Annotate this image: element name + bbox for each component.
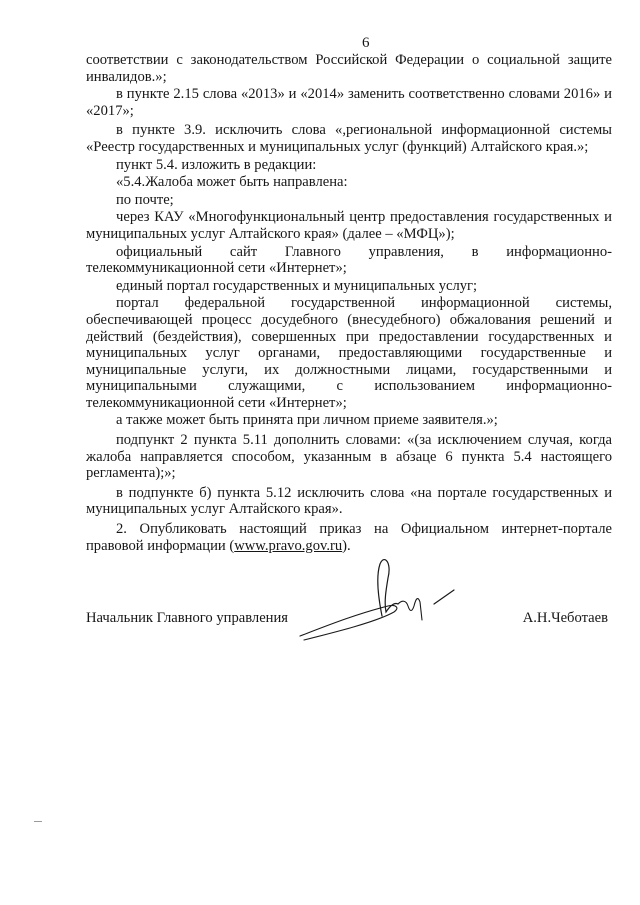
paragraph-federal-portal: портал федеральной государственной информационной системы, обеспечивающей процесс досудебного (внесудебного) обжалования решений и действий (бездействия), совершенных при предоставлении государственных и муниципальных услуг органами, предоставляющими государственные и муниципальные услуги, их должностными лицами, государственными и муниципальными служащими, с использованием информационно-телекоммуникационной сети «Интернет»; <box>86 295 612 411</box>
paragraph-via-mfc: через КАУ «Многофункциональный центр предоставления государственных и муниципальных услуг Алтайского края» (далее – «МФЦ»); <box>86 209 612 242</box>
paragraph-complaint-intro: «5.4.Жалоба может быть направлена: <box>116 174 348 191</box>
paragraph-by-mail: по почте; <box>116 191 174 208</box>
document-body <box>86 52 612 555</box>
margin-mark <box>34 821 42 822</box>
page-number: 6 <box>362 35 370 51</box>
paragraph-item-2-15: в пункте 2.15 слова «2013» и «2014» заменить соответственно словами 2016» и «2017»; <box>86 86 612 119</box>
paragraph-continuation: соответствии с законодательством Российской Федерации о социальной защите инвалидов.»; <box>86 52 612 85</box>
paragraph-item-5-11: подпункт 2 пункта 5.11 дополнить словами: «(за исключением случая, когда жалоба направляется способом, указанным в абзаце 6 пункта 5.4 настоящего регламента);»; <box>86 432 612 482</box>
signer-name: А.Н.Чеботаев <box>522 610 608 626</box>
paragraph-item-5-4: пункт 5.4. изложить в редакции: <box>116 156 317 173</box>
signature-block <box>86 604 612 644</box>
paragraph-item-3-9: в пункте 3.9. исключить слова «,региональной информационной системы «Реестр государственных и муниципальных услуг (функций) Алтайского края.»; <box>86 122 612 155</box>
paragraph-publish <box>86 521 612 554</box>
paragraph-item-5-12: в подпункте б) пункта 5.12 исключить слова «на портале государственных и муниципальных услуг Алтайского края». <box>86 484 612 518</box>
publish-text-end: ). <box>342 537 351 554</box>
paragraph-personal-reception: а также может быть принята при личном приеме заявителя.»; <box>116 412 498 429</box>
pravo-link[interactable]: www.pravo.gov.ru <box>234 537 343 554</box>
signer-title: Начальник Главного управления <box>86 610 289 626</box>
paragraph-unified-portal: единый портал государственных и муниципальных услуг; <box>116 277 478 294</box>
publish-text: 2. Опубликовать настоящий приказ на Официальном интернет-портале правовой информации ( <box>86 521 612 554</box>
paragraph-official-site: официальный сайт Главного управления, в информационно-телекоммуникационной сети «Интернет»; <box>86 243 612 277</box>
